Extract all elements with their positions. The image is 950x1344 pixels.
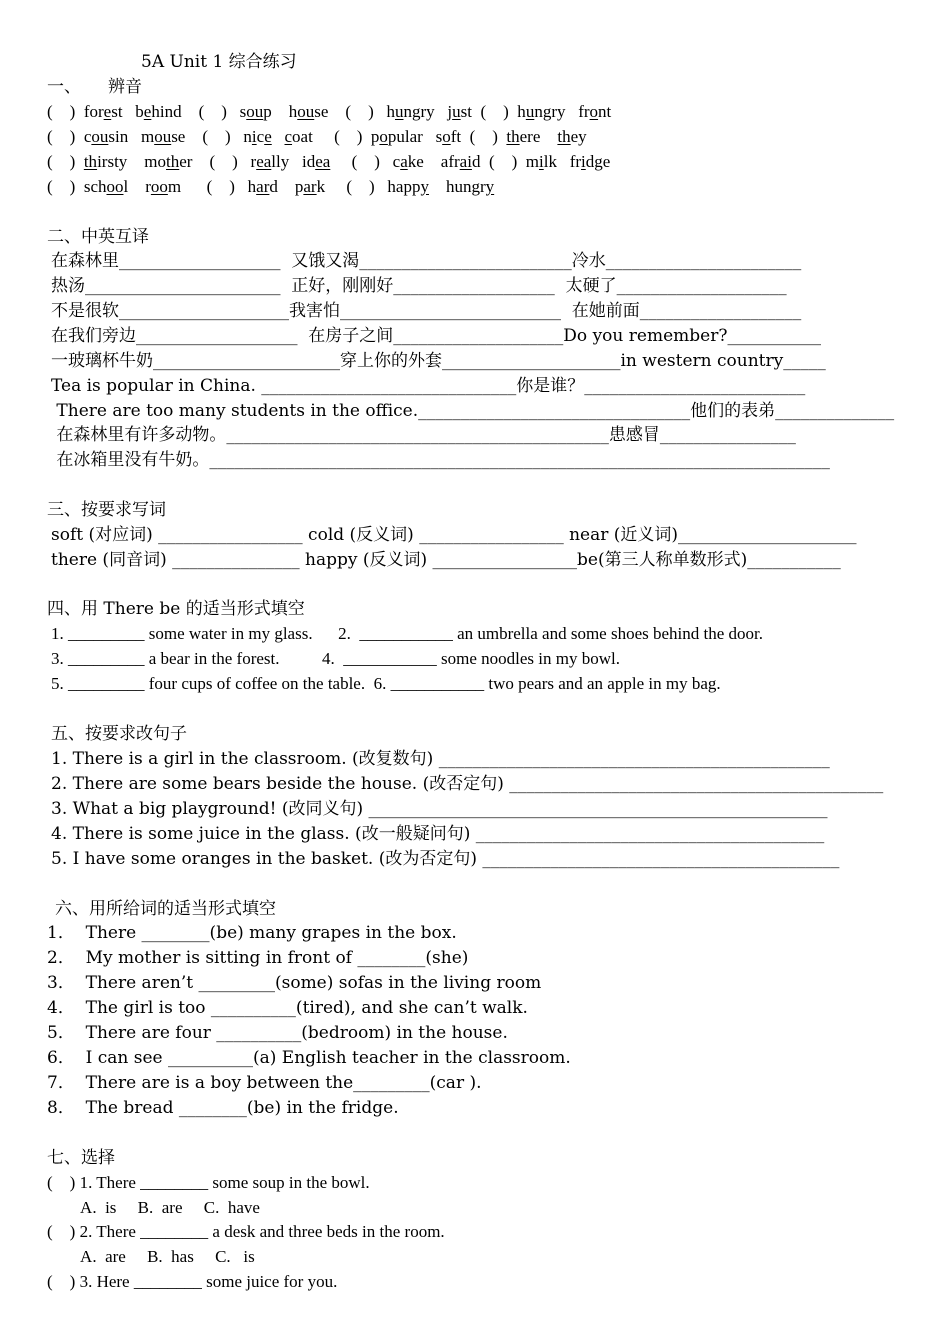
phonics-text: d p	[269, 177, 304, 196]
there-be-row: 1. _________ some water in my glass. 2. ___________ an umbrella and some shoes behind the door.	[51, 624, 764, 643]
section-2-heading: 二、中英互译	[47, 227, 149, 247]
choice-options: A. are B. has C. is	[47, 1247, 255, 1266]
word-form-row: there (同音词) _______________ happy (反义词) _________________be(第三人称单数形式)___________	[51, 550, 841, 570]
phonics-text: irsty mo	[97, 152, 167, 171]
phonics-text: ke afr	[407, 152, 460, 171]
underlined-letters: ai	[459, 152, 472, 171]
phonics-text	[272, 127, 285, 146]
translation-row: There are too many students in the office.________________________________他们的表弟______________	[51, 401, 895, 421]
choice-question: ( ) 2. There ________ a desk and three beds in the room.	[47, 1222, 445, 1241]
translation-row: 在冰箱里没有牛奶。_________________________________________________________________________	[51, 450, 830, 470]
phonics-text: m ( ) h	[167, 177, 257, 196]
section-1-heading: 一、 辨音	[47, 77, 143, 97]
phonics-text: sin m	[108, 127, 155, 146]
underlined-letters: e	[143, 102, 152, 121]
there-be-row: 5. _________ four cups of coffee on the table. 6. ___________ two pears and an apple in my bag.	[51, 674, 721, 693]
section-5-heading: 五、按要求改句子	[51, 724, 187, 744]
underlined-letters: th	[166, 152, 180, 171]
sentence-rewrite-row: 1. There is a girl in the classroom. (改复数句) ______________________________________________	[51, 749, 830, 769]
phonics-text: ft ( )	[450, 127, 507, 146]
underlined-letters: ea	[256, 152, 272, 171]
phonics-text: hungr	[428, 177, 486, 196]
word-fill-row: 6． I can see __________(a) English teacher in the classroom.	[47, 1048, 571, 1068]
sentence-rewrite-row: 3. What a big playground! (改同义句) ______________________________________________________	[51, 799, 828, 819]
translation-row: 在我们旁边___________________ 在房子之间____________________Do you remember?___________	[51, 326, 821, 346]
phonics-text: ey	[570, 127, 587, 146]
underlined-letters: u	[452, 102, 461, 121]
word-fill-row: 7． There are is a boy between the_________(car ).	[47, 1073, 482, 1093]
phonics-row	[47, 151, 610, 173]
phonics-text: k ( ) happ	[316, 177, 421, 196]
phonics-text: ngry j	[403, 102, 453, 121]
phonics-row	[47, 101, 611, 123]
phonics-text: ( ) c	[330, 152, 401, 171]
phonics-text: st ( ) h	[460, 102, 526, 121]
phonics-text: d ( ) m	[471, 152, 539, 171]
underlined-letters: ar	[303, 177, 317, 196]
phonics-text: pular s	[387, 127, 443, 146]
translation-row: Tea is popular in China. ______________________________你是谁？__________________________	[51, 376, 806, 396]
phonics-text: ( ) sch	[47, 177, 107, 196]
sentence-rewrite-row: 4. There is some juice in the glass. (改一般疑问句) _________________________________________	[51, 824, 825, 844]
sentence-rewrite-row: 5. I have some oranges in the basket. (改为否定句) __________________________________________	[51, 849, 840, 869]
underlined-letters: u	[525, 102, 535, 121]
underlined-letters: i	[581, 152, 586, 171]
phonics-text: lly id	[271, 152, 316, 171]
section-4-heading: 四、用 There be 的适当形式填空	[47, 599, 305, 619]
underlined-letters: a	[400, 152, 408, 171]
sentence-rewrite-row: 2. There are some bears beside the house. (改否定句) ____________________________________________	[51, 774, 884, 794]
word-fill-row: 8． The bread ________(be) in the fridge.	[47, 1098, 399, 1118]
translation-row: 一玻璃杯牛奶______________________穿上你的外套_____________________in western country_____	[51, 351, 826, 371]
underlined-letters: i	[538, 152, 544, 171]
phonics-text: ( ) c	[47, 127, 92, 146]
word-fill-row: 5． There are four __________(bedroom) in the house.	[47, 1023, 508, 1043]
underlined-letters: ou	[246, 102, 264, 121]
there-be-row: 3. _________ a bear in the forest. 4. ___________ some noodles in my bowl.	[51, 649, 620, 668]
translation-row: 在森林里___________________ 又饿又渴_________________________冷水_______________________	[51, 251, 802, 271]
phonics-text: er ( ) r	[179, 152, 257, 171]
word-fill-row: 1． There ________(be) many grapes in the box.	[47, 923, 457, 943]
phonics-text: lk fr	[543, 152, 582, 171]
phonics-text: oat ( ) p	[292, 127, 380, 146]
underlined-letters: e	[264, 127, 272, 146]
translation-row: 热汤_______________________ 正好，刚刚好___________________ 太硬了____________________	[51, 276, 787, 296]
worksheet-title: 5A Unit 1 综合练习	[141, 52, 297, 72]
phonics-text: hind ( ) s	[151, 102, 247, 121]
section-7-heading: 七、选择	[47, 1148, 115, 1168]
underlined-letters: th	[83, 152, 98, 171]
underlined-letters: th	[557, 127, 571, 146]
translation-row: 在森林里有许多动物。_____________________________________________患感冒________________	[51, 425, 796, 445]
choice-question: ( ) 1. There ________ some soup in the bowl.	[47, 1173, 370, 1192]
phonics-row	[47, 176, 494, 198]
underlined-letters: u	[395, 102, 404, 121]
choice-question: ( ) 3. Here ________ some juice for you.	[47, 1272, 338, 1291]
phonics-text: st b	[111, 102, 144, 121]
underlined-letters: y	[485, 177, 495, 196]
underlined-letters: y	[420, 177, 429, 196]
translation-row: 不是很软____________________我害怕__________________________ 在她前面___________________	[51, 301, 802, 321]
phonics-text: nt	[598, 102, 612, 121]
phonics-text: se ( ) n	[171, 127, 252, 146]
phonics-text: p h	[263, 102, 298, 121]
word-fill-row: 4． The girl is too __________(tired), and she can’t walk.	[47, 998, 528, 1018]
underlined-letters: o	[379, 127, 388, 146]
underlined-letters: ou	[91, 127, 109, 146]
choice-options: A. is B. are C. have	[47, 1198, 260, 1217]
phonics-text: c	[256, 127, 265, 146]
underlined-letters: ar	[256, 177, 270, 196]
phonics-text: l r	[123, 177, 151, 196]
phonics-text: ( )	[47, 152, 84, 171]
underlined-letters: oo	[150, 177, 168, 196]
underlined-letters: i	[251, 127, 257, 146]
underlined-letters: o	[589, 102, 599, 121]
underlined-letters: c	[284, 127, 293, 146]
underlined-letters: oo	[106, 177, 124, 196]
underlined-letters: ou	[297, 102, 315, 121]
phonics-text: ( )	[47, 102, 84, 121]
word-form-row: soft (对应词) _________________ cold (反义词) _________________ near (近义词)_____________________	[51, 525, 857, 545]
word-fill-row: 2． My mother is sitting in front of ________(she)	[47, 948, 469, 968]
phonics-text: ngry fr	[534, 102, 590, 121]
section-6-heading: 六、用所给词的适当形式填空	[55, 899, 276, 919]
underlined-letters: e	[103, 102, 112, 121]
underlined-letters: th	[506, 127, 520, 146]
section-3-heading: 三、按要求写词	[47, 500, 166, 520]
phonics-text: ere	[519, 127, 558, 146]
phonics-text: se ( ) h	[314, 102, 395, 121]
underlined-letters: ea	[315, 152, 331, 171]
underlined-letters: ou	[154, 127, 172, 146]
phonics-row	[47, 126, 587, 148]
phonics-text: dge	[585, 152, 611, 171]
phonics-text: for	[83, 102, 104, 121]
underlined-letters: o	[442, 127, 451, 146]
word-fill-row: 3． There aren’t _________(some) sofas in the living room	[47, 973, 542, 993]
